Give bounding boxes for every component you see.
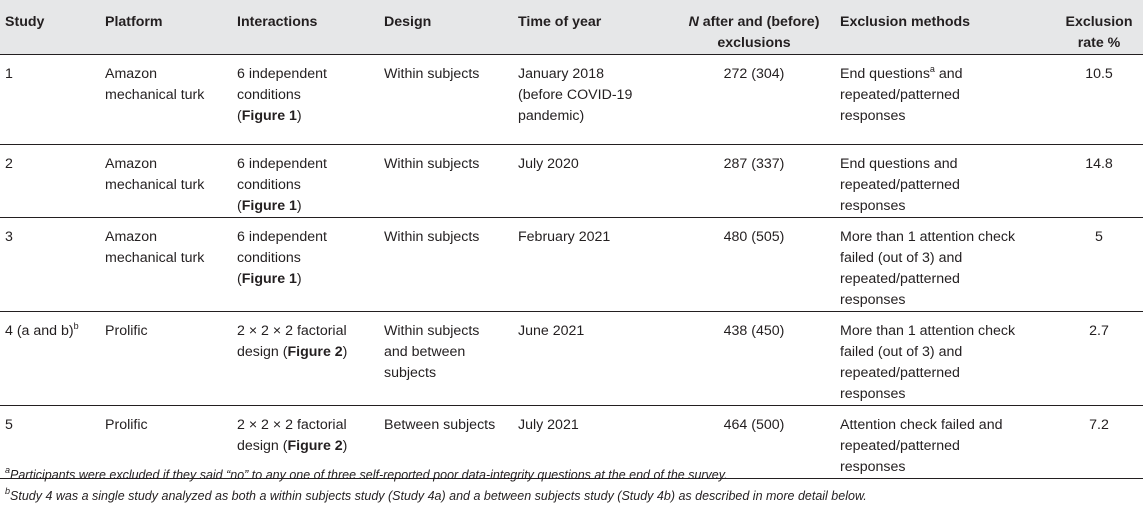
methods-line: responses — [840, 459, 906, 475]
header-rate-line2: rate % — [1077, 35, 1121, 51]
header-rate-line1: Exclusion — [1065, 14, 1133, 30]
methods-line: responses — [840, 292, 906, 308]
header-exclusion-rate — [1055, 0, 1143, 55]
cell-exclusion-rate: 7.2 — [1089, 417, 1109, 433]
methods-line: repeated/patterned — [840, 87, 960, 103]
table-footnotes — [5, 465, 867, 507]
cell-exclusion-methods — [840, 218, 1055, 312]
cell-study: 1 — [5, 66, 13, 82]
cell-n: 287 (337) — [723, 156, 785, 172]
footnote-b-mark: b — [5, 486, 11, 496]
figure-link[interactable]: Figure 1 — [241, 108, 297, 124]
cell-n: 272 (304) — [723, 66, 785, 82]
cell-design — [384, 312, 518, 406]
header-n-symbol: N — [688, 14, 699, 30]
cell-n: 438 (450) — [723, 323, 785, 339]
cell-time: July 2020 — [518, 156, 579, 172]
methods-line: repeated/patterned — [840, 177, 960, 193]
platform-line: mechanical turk — [105, 177, 205, 193]
interactions-line: 6 independent — [237, 66, 327, 82]
interactions-line: 2 × 2 × 2 factorial — [237, 323, 347, 339]
methods-line: More than 1 attention check — [840, 323, 1016, 339]
figure-link[interactable]: Figure 1 — [241, 271, 297, 287]
methods-line: Attention check failed and — [840, 417, 1003, 433]
interactions-line: conditions — [237, 250, 301, 266]
design-line: and between — [384, 344, 466, 360]
cell-exclusion-rate: 5 — [1095, 229, 1103, 245]
cell-platform — [105, 55, 237, 145]
cell-design: Between subjects — [384, 417, 496, 433]
cell-platform — [105, 145, 237, 218]
header-time-of-year: Time of year — [518, 0, 668, 55]
cell-exclusion-rate: 14.8 — [1085, 156, 1113, 172]
methods-line: End questions — [840, 66, 930, 82]
cell-exclusion-methods — [840, 55, 1055, 145]
cell-time: July 2021 — [518, 417, 579, 433]
interactions-line: conditions — [237, 177, 301, 193]
table-row — [0, 312, 1143, 406]
cell-design: Within subjects — [384, 156, 480, 172]
cell-interactions: 2 × 2 × 2 factorial design (Figure 2) — [237, 323, 348, 360]
interactions-line: conditions — [237, 87, 301, 103]
footnote-b — [5, 486, 867, 507]
cell-design: Within subjects — [384, 229, 480, 245]
table-header-row — [0, 0, 1143, 55]
header-study: Study — [0, 0, 105, 55]
platform-line: Amazon — [105, 156, 158, 172]
cell-study: 5 — [5, 417, 13, 433]
cell-exclusion-rate: 10.5 — [1085, 66, 1113, 82]
platform-line: Amazon — [105, 66, 158, 82]
study-label: 4 (a and b) — [5, 323, 74, 339]
cell-interactions: 2 × 2 × 2 factorial design (Figure 2) — [237, 417, 348, 454]
methods-line: repeated/patterned — [840, 271, 960, 287]
cell-interactions: 6 independent conditions (Figure 1) — [237, 156, 327, 214]
methods-line: responses — [840, 386, 906, 402]
header-interactions: Interactions — [237, 0, 384, 55]
cell-study: 3 — [5, 229, 13, 245]
cell-n: 464 (500) — [723, 417, 785, 433]
interactions-line: 2 × 2 × 2 factorial — [237, 417, 347, 433]
cell-platform — [105, 218, 237, 312]
cell-study — [0, 312, 105, 406]
time-line: (before COVID-19 — [518, 87, 633, 103]
cell-platform: Prolific — [105, 323, 148, 339]
methods-line: repeated/patterned — [840, 365, 960, 381]
interactions-line: 6 independent — [237, 156, 327, 172]
cell-exclusion-rate: 2.7 — [1089, 323, 1109, 339]
interactions-line: 6 independent — [237, 229, 327, 245]
methods-line: repeated/patterned — [840, 438, 960, 454]
time-line: pandemic) — [518, 108, 585, 124]
methods-line: failed (out of 3) and — [840, 250, 963, 266]
figure-link[interactable]: Figure 2 — [287, 438, 343, 454]
cell-study: 2 — [5, 156, 13, 172]
footnote-a-text: Participants were excluded if they said “no” to any one of three self-reported poor data-integrity questions at the end of the survey. — [10, 468, 728, 482]
cell-n: 480 (505) — [723, 229, 785, 245]
footnote-mark[interactable]: a — [929, 64, 935, 74]
header-n-rest-line1: after and (before) — [698, 14, 820, 30]
header-platform: Platform — [105, 0, 237, 55]
table-row — [0, 55, 1143, 145]
time-line: January 2018 — [518, 66, 604, 82]
cell-interactions: 6 independent conditions (Figure 1) — [237, 229, 327, 287]
design-line: Within subjects — [384, 323, 480, 339]
cell-exclusion-methods — [840, 145, 1055, 218]
cell-time: June 2021 — [518, 323, 585, 339]
table-row — [0, 145, 1143, 218]
header-n — [668, 0, 840, 55]
footnote-mark[interactable]: b — [73, 321, 79, 331]
footnote-a — [5, 465, 867, 486]
header-n-rest-line2: exclusions — [717, 35, 791, 51]
footnote-b-text: Study 4 was a single study analyzed as both a within subjects study (Study 4a) and a between subjects study (Study 4b) as described in more detail below. — [10, 489, 867, 503]
footnote-a-mark: a — [5, 465, 11, 475]
methods-line: responses — [840, 108, 906, 124]
interactions-line: design ( — [237, 344, 288, 360]
platform-line: mechanical turk — [105, 87, 205, 103]
methods-line: and — [934, 66, 963, 82]
methods-line: failed (out of 3) and — [840, 344, 963, 360]
cell-time: February 2021 — [518, 229, 611, 245]
methods-line: More than 1 attention check — [840, 229, 1016, 245]
figure-link[interactable]: Figure 2 — [287, 344, 343, 360]
table-row — [0, 218, 1143, 312]
header-exclusion-methods: Exclusion methods — [840, 0, 1055, 55]
cell-design: Within subjects — [384, 66, 480, 82]
interactions-line: design ( — [237, 438, 288, 454]
cell-exclusion-methods — [840, 406, 1055, 479]
header-design: Design — [384, 0, 518, 55]
cell-time — [518, 55, 668, 145]
platform-line: Amazon — [105, 229, 158, 245]
methods-line: responses — [840, 198, 906, 214]
cell-interactions: 6 independent conditions (Figure 1) — [237, 66, 327, 124]
figure-link[interactable]: Figure 1 — [241, 198, 297, 214]
platform-line: mechanical turk — [105, 250, 205, 266]
design-line: subjects — [384, 365, 437, 381]
methods-line: End questions and — [840, 156, 958, 172]
cell-exclusion-methods — [840, 312, 1055, 406]
cell-platform: Prolific — [105, 417, 148, 433]
